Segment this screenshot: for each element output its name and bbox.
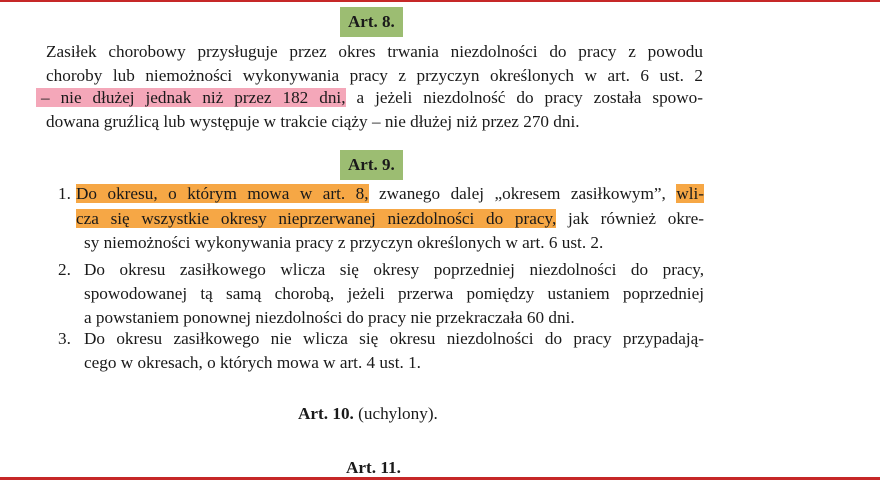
art8-line-2: choroby lub niemożności wykonywania pracy z przyczyn określonych w art. 6 ust. 2 [46,66,703,85]
art9-p2-line-1: Do okresu zasiłkowego wlicza się okresy poprzedniej niezdolności do pracy, [84,260,704,279]
art9-p2-line-3: a powstaniem ponownej niezdolności do pracy nie przekraczała 60 dni. [84,308,575,327]
art10-heading: Art. 10. [298,404,354,423]
art10-status: (uchylony). [353,404,438,423]
art9-p1-line-3: sy niemożności wykonywania pracy z przyczyn określonych w art. 6 ust. 2. [84,233,604,252]
art10-line [298,402,438,426]
art9-p3-line-2: cego w okresach, o których mowa w art. 4 ust. 1. [84,353,421,372]
art9-p2-number: 2. [58,260,71,279]
art9-p1-line-2-rest: jak również okre- [556,209,704,228]
art9-heading: Art. 9. [340,150,403,180]
page-top-border [0,0,880,2]
art8-highlight-182-days: – nie dłużej jednak niż przez 182 dni, [36,88,346,107]
art9-highlight-wli: wli- [676,184,704,203]
art11-heading: Art. 11. [346,458,401,477]
art8-line-3 [36,86,703,110]
art9-highlight-wlicza: cza się wszystkie okresy nieprzerwanej niezdolności do pracy, [76,209,557,228]
art9-p1-line-1-mid: zwanego dalej „okresem zasiłkowym”, [368,184,677,203]
art9-p1-line-2 [76,207,704,231]
art8-line-4: dowana gruźlicą lub występuje w trakcie ciąży – nie dłużej niż przez 270 dni. [46,112,580,131]
art8-heading: Art. 8. [340,7,403,37]
art8-line-3-rest: a jeżeli niezdolność do pracy została spowo- [345,88,703,107]
art9-highlight-do-okresu: Do okresu, o którym mowa w art. 8, [76,184,369,203]
art9-p3-number: 3. [58,329,71,348]
art9-p2-line-2: spowodowanej tą samą chorobą, jeżeli przerwa pomiędzy ustaniem poprzedniej [84,284,704,303]
art9-p1-number: 1. [58,184,71,203]
art9-p1-line-1 [76,182,704,206]
art8-line-1: Zasiłek chorobowy przysługuje przez okres trwania niezdolności do pracy z powodu [46,42,703,61]
art9-p3-line-1: Do okresu zasiłkowego nie wlicza się okresu niezdolności do pracy przypadają- [84,329,704,348]
